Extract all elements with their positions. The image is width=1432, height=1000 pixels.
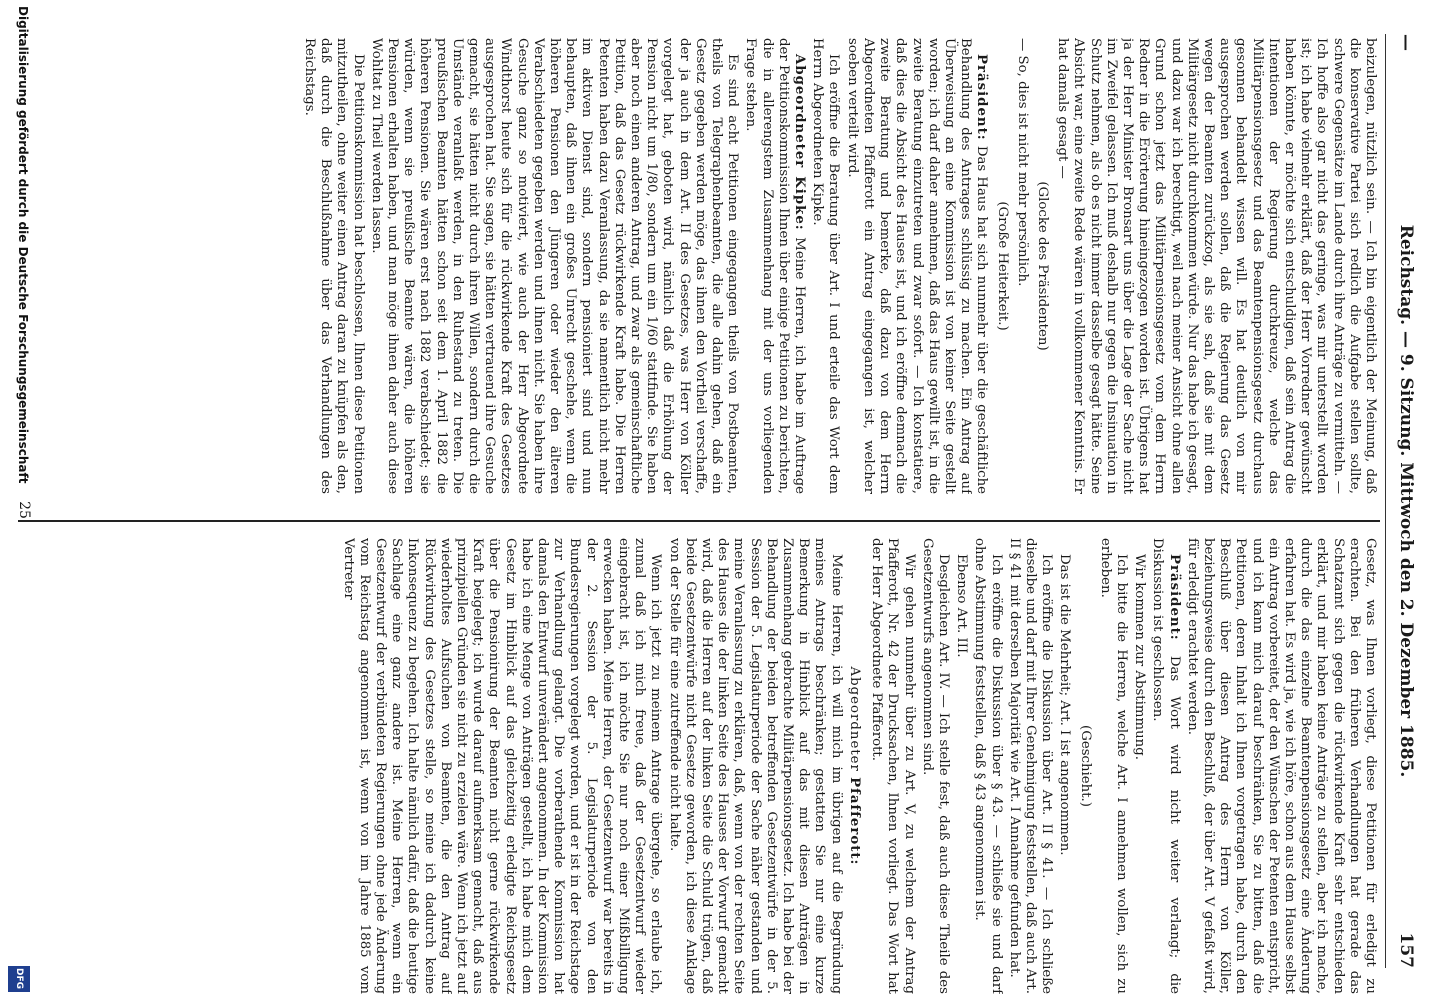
paragraph-text: Meine Herren, ich habe im Auftrage der Petitionskommission Ihnen über einige Petitionen zu berichten, die in allerengstem Zusammenhang mit der uns vorliegenden Frage stehen. <box>743 38 808 494</box>
paragraph: Ich eröffne die Diskussion über § 43. — schließe sie und darf ohne Abstimmung feststellen, daß § 43 angenommen ist. <box>972 538 1004 994</box>
dfg-logo-text: DFG <box>14 968 24 990</box>
speaker: Pfafferott: <box>846 777 862 866</box>
stage-direction: (Geschieht.) <box>1077 725 1093 807</box>
speaker: Präsident: <box>974 54 990 141</box>
speaker: Präsident: <box>1166 554 1182 641</box>
paragraph: Wenn ich jetzt zu meinem Antrage übergehe, so erlaube ich, zumal daß ich mich freue, daß der Gesetzentwurf wieder eingebracht ist, ich möchte Sie nur noch einer Mißbilligung erwecken haben. Meine Herren, der Gesetzentwurf war bereits in der 2. Session der 5. Legislaturperiode von den Bundesregierungen vorgelegt worden, und er ist in der Reichstage zur Verhandlung gelangt. Die vorberathende Kommission hat damals den Entwurf unverändert angenommen. In der Kommission habe ich eine Menge von Anträgen gestellt, ich habe mich dem Gesetz im Hinblick auf das gleichzeitig erledigte Reichsgesetz über die Pensionirung der Beamten nicht gerne rückwirkende Kraft beigelegt; ich wurde darauf aufmerksam gemacht, daß aus prinzipiellen Gründen sie nicht zu erzielen wäre. Wenn ich jetzt auf wiederholtes Aufsuchen von Beamten, die den Antrag auf Rückwirkung des Gesetzes stelle, so meine ich dadurch keine Inkonsequenz zu begehen. Ich halte nämlich dafür, daß die heutige Sachlage eine ganz andere ist. Meine Herren, wenn ein Gesetzentwurf der verbündeten Regierungen ohne jede Änderung vom Reichstag angenommen ist, wenn von im Jahre 1885 vom Vertreter <box>340 538 664 994</box>
stage-direction: (Glocke des Präsidenten) <box>1034 181 1050 351</box>
paragraph: Wir gehen nunmehr über zu Art. V, zu welchem der Antrag Pfafferott, Nr. 42 der Drucksachen, Ihnen vorliegt. Das Wort hat der Herr Abgeordnete Pfafferott. <box>869 538 917 994</box>
dfg-logo <box>8 966 30 992</box>
paragraph <box>742 38 807 494</box>
page-number: 157 <box>1396 932 1416 968</box>
paragraph: Es sind acht Petitionen eingegangen theils von Postbeamten, theils von Telegraphenbeamten, die alle dahin gehen, daß ein Gesetz gegeben werden möge, das ihnen den Vortheil verschaffe, der ja auch in dem Art. II des Gesetzes, was Herr von Köller vorgelegt hat, geboten wird, nämlich daß die Erhöhung der Pension nicht um 1/80, sondern um ein 1/60 stattfinde. Sie haben aber noch einen anderen Antrag, und zwar als gemeinschaftliche Petition, daß das Gesetz rückwirkende Kraft habe. Die Herren Petenten haben dazu Veranlassung, da sie namentlich nicht mehr im aktiven Dienst sind, sondern pensioniert sind und nun behaupten, daß ihnen ein großes Unrecht geschehe, wenn die höheren Pensionen den Jüngeren oder wieder den älteren Verabschiedeten gegeben werden und ihnen nicht. Sie haben ihre Gesuche ganz so motiviert, wie auch der Herr Abgeordnete Windthorst heute sich für die rückwirkende Kraft des Gesetzes ausgesprochen hat. Sie sagen, sie hätten vertrauend ihre Gesuche gemacht, sie hätten nicht durch ihren Willen, sondern durch die Umstände veranlaßt werden, in den Ruhestand zu treten. Die preußischen Beamten hätten schon seit dem 1. April 1882 die höheren Pensionen. Sie wären erst nach 1882 verabschiedet; sie würden, wenn sie preußische Beamte wären, die höheren Pensionen erhalten haben, und man möge ihnen daher auch diese Wohltat zu Theil werden lassen. <box>368 38 741 494</box>
paragraph: Gesetz, was Ihnen vorliegt, diese Petitionen für erledigt zu erachten. Bei den früheren Verhandlungen hat gerade das Schatzamt sich gegen die rückwirkende Kraft sehr entschieden erklärt, und mir haben keine Anträge zu stellen, aber ich mache, durch die das einzelne Beamtenpensionsgesetz eine Änderung erfahren hat. Es wird ja, wie ich höre, schon aus dem Hause selbst ein Antrag vorbereitet, der den Wünschen der Petenten entspricht, und ich kann mich darauf beschränken, Sie zu bitten, daß die Petitionen, deren Inhalt ich Ihnen vorgetragen habe, durch den Beschluß über diesen Antrag des Herrn von Köller, beziehungsweise durch den Beschluß, der über Art. V gefaßt wird, für erledigt erachtet werden. <box>1184 538 1378 994</box>
header-rule <box>1385 34 1386 968</box>
left-column <box>28 38 1378 494</box>
paragraph: Ich bitte die Herren, welche Art. I annehmen wollen, sich zu erheben. <box>1097 538 1129 994</box>
speaker-heading <box>846 538 862 994</box>
page-header <box>1382 34 1416 968</box>
paragraph: — So, dies ist nicht mehr persönlich. <box>1014 38 1030 287</box>
header-dash: — <box>1396 34 1416 51</box>
paragraph-text: Das Haus hat sich nunmehr über die geschäftliche Behandlung des Antrages schlüssig zu machen. Ein Antrag auf Überweisung an eine Kommission ist von keiner Seite gestellt worden; ich darf daher annehmen, daß das Haus gewillt ist, in die zweite Beratung einzutreten und zwar sofort. — Ich konstatiere, daß dies die Absicht des Hauses ist, und ich eröffne demnach die zweite Beratung und bemerke, daß dazu von dem Herrn Abgeordneten Pfafferott ein Antrag eingegangen ist, welcher soeben verteilt wird. <box>844 38 990 494</box>
paragraph: Ebenso Art. III. <box>954 554 970 658</box>
footer-page-marker: 25 <box>16 501 32 519</box>
digitization-strip <box>4 0 34 1000</box>
paragraph: Das ist die Mehrheit; Art. I ist angenommen. <box>1057 554 1073 856</box>
paragraph: Die Petitionskommission hat beschlossen, Ihnen diese Petitionen mitzutheilen, ohne weiter einen Antrag daran zu knüpfen als den, daß durch die Beschlußnahme über das Verhandlungen des Reichstags. <box>302 38 366 494</box>
speaker: Abgeordneter Kipke: <box>792 54 808 231</box>
speaker-title: Abgeordneter <box>846 666 862 772</box>
digitization-credit: Digitalisierung gefördert durch die Deutsche Forschungsgemeinschaft <box>16 6 30 484</box>
paragraph: Ich eröffne die Beratung über Art. I und erteile das Wort dem Herrn Abgeordneten Kipke. <box>810 38 842 494</box>
right-column <box>28 538 1378 994</box>
paragraph: beizulegen, nützlich sein. — Ich bin eigentlich der Meinung, daß die konservative Partei sich redlich die Aufgabe stellen sollte, schwere Gegensätze im Lande durch ihre Anträge zu vermitteln. — Ich hoffe also gar nicht das geringe, was mir unterstellt worden ist; ich habe vielmehr erklärt, daß der Herr Vorredner gewünscht haben könnte, er möchte sich entschuldigen, daß sein Antrag die Intentionen der Regierung durchkreuze, welche das Militärpensionsgesetz und das Beamtenpensionsgesetz durchaus gesonnen behandelt wissen will. Es hat deutlich von mir ausgesprochen werden sollen, daß die Regierung das Gesetz wegen der Beamten zurückzog, als sie sah, daß sie mit dem Militärgesetz nicht durchkommen würde. Nur das habe ich gesagt, und dazu war ich berechtigt, weil nach meiner Ansicht ohne allen Grund schon jetzt das Militärpensionsgesetz vom dem Herrn Redner in die Erörterung hineingezogen worden ist. Übrigens hat ja der Herr Minister Bronsart uns über die Lage der Sache nicht im Zweifel gelassen. Ich muß deshalb nur gegen die Insinuation in Schutz nehmen, als ob es nicht immer dasselbe gesagt hätte. Seine Absicht war, eine zweite Rede wären in vollkommener Kenntnis. Er hat damals gesagt — <box>1055 38 1378 494</box>
column-divider <box>18 520 1380 522</box>
header-title: Reichstag. — 9. Sitzung. Mittwoch den 2. Dezember 1885. <box>1396 224 1416 778</box>
paragraph <box>1149 538 1181 994</box>
paragraph: Meine Herren, ich will mich im übrigen auf die Begründung meines Antrags beschränken; gestatten Sie nur eine kurze Bemerkung in Hinblick auf das mit diesen Anträgen in Zusammenhang gebrachte Militärpensionsgesetz. Ich habe bei der Behandlung der beiden betreffenden Gesetzentwürfe in der 5. Session der 5. Legislaturperiode der Sache näher gestanden und meine Veranlassung zu erklären, daß, wenn von der rechten Seite des Hauses die der linken Seite des Hauses der Vorwurf gemacht wird, daß die Herren auf der linken Seite die Schuld trügen, daß beide Gesetzentwürfe nicht Gesetze geworden, ich diese Anklage von der Stelle für eine zutreffende nicht halte. <box>666 538 844 994</box>
paragraph: Desgleichen Art. IV. — Ich stelle fest, daß auch diese Theile des Gesetzentwurfs angenommen sind. <box>919 538 951 994</box>
paragraph: Ich eröffne die Diskussion über Art. II § 41. — Ich schließe dieselbe und darf mit Ihrer Genehmigung feststellen, daß auch Art. II § 41 mit derselben Majorität wie Art. I Annahme gefunden hat. <box>1006 538 1055 994</box>
paragraph: Wir kommen zur Abstimmung. <box>1132 554 1148 760</box>
paragraph-text: Das Wort wird nicht weiter verlangt; die Diskussion ist geschlossen. <box>1150 538 1182 994</box>
paragraph <box>844 38 990 494</box>
stage-direction: (Große Heiterkeit.) <box>994 201 1010 331</box>
